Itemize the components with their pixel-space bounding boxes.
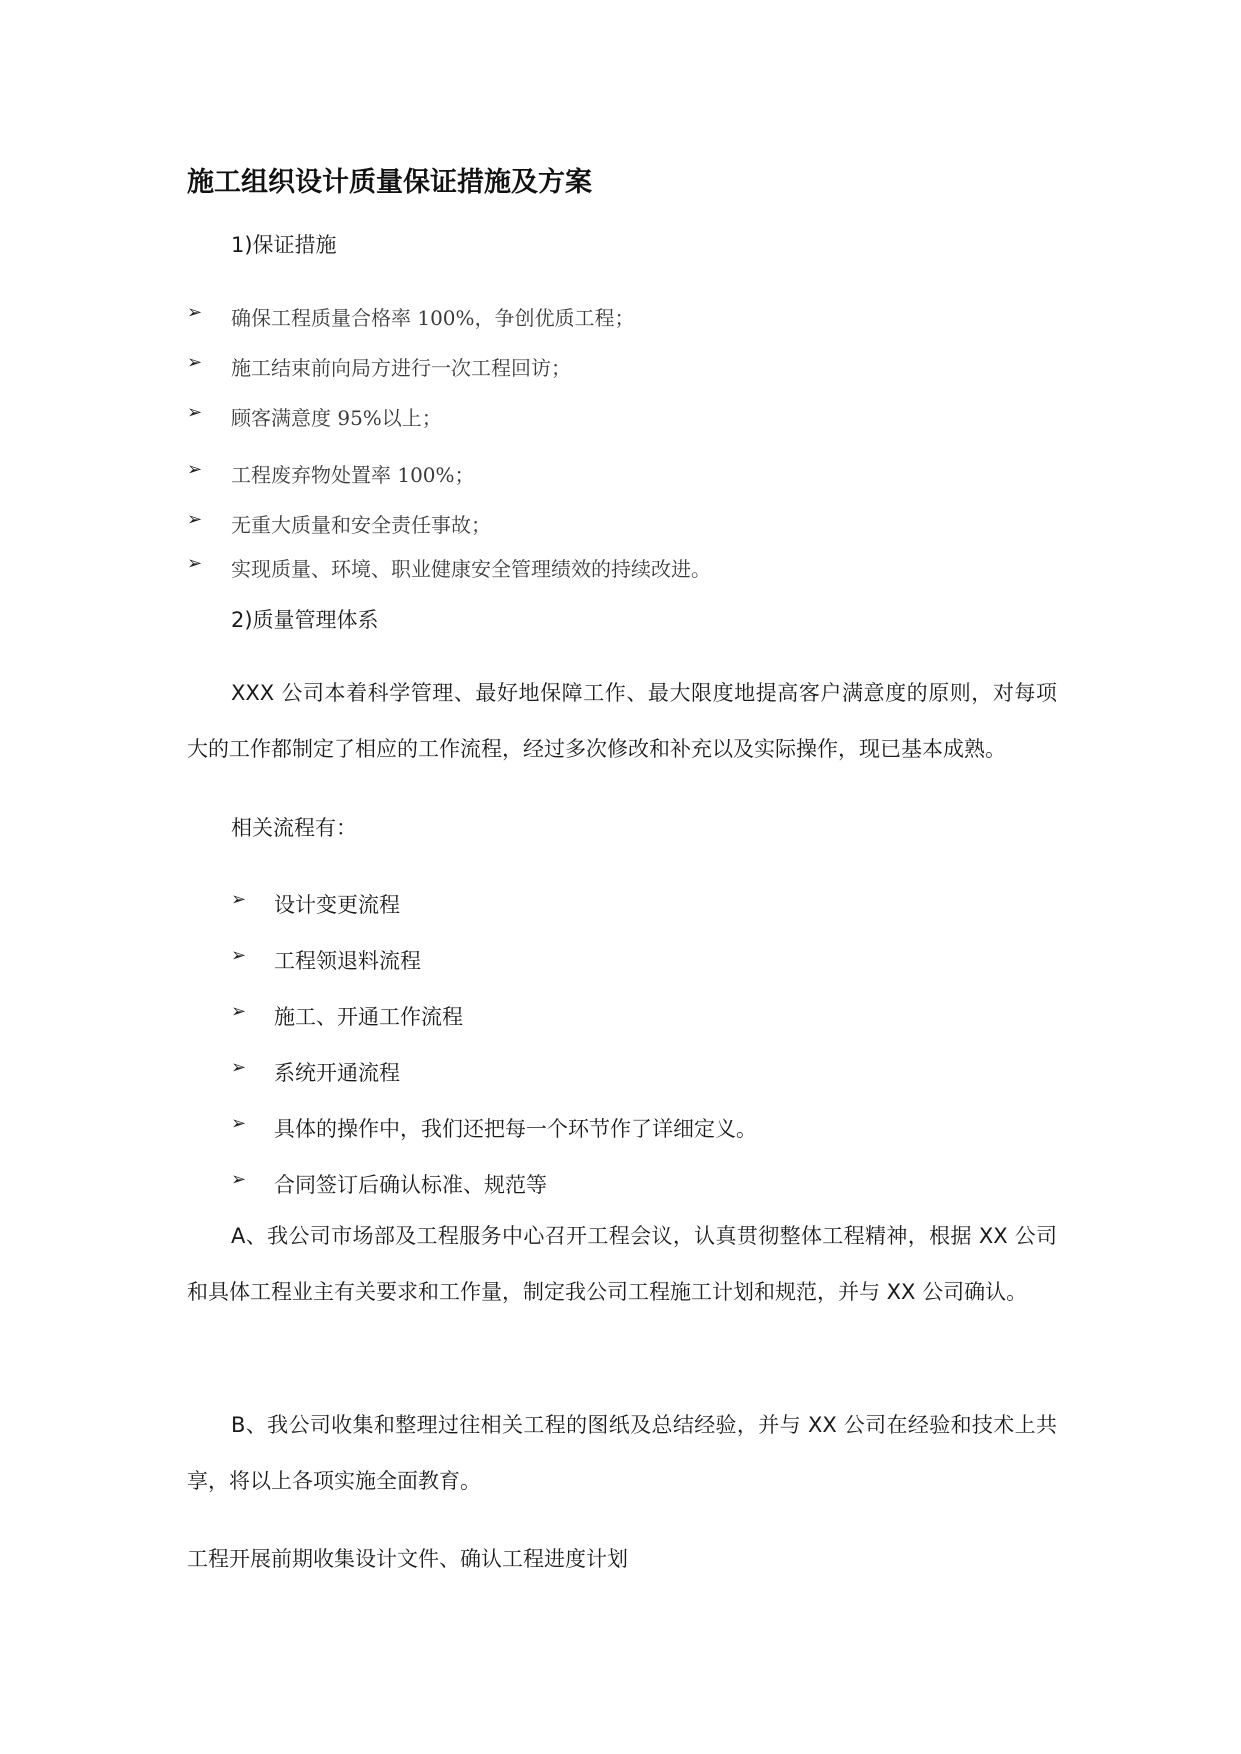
arrow-bullet-icon: ➢ xyxy=(187,402,203,423)
process-text: 系统开通流程 xyxy=(274,1061,400,1085)
closing-line: 工程开展前期收集设计文件、确认工程进度计划 xyxy=(187,1547,628,1571)
measure-text: 无重大质量和安全责任事故； xyxy=(231,513,491,537)
process-item xyxy=(231,889,1051,919)
arrow-bullet-icon: ➢ xyxy=(231,1169,247,1190)
process-text: 设计变更流程 xyxy=(274,893,400,917)
processes-label: 相关流程有： xyxy=(231,816,357,840)
process-item xyxy=(231,1001,1051,1031)
measure-text: 确保工程质量合格率 100%，争创优质工程； xyxy=(231,306,635,330)
arrow-bullet-icon: ➢ xyxy=(187,509,203,530)
arrow-bullet-icon: ➢ xyxy=(231,1057,247,1078)
process-text: 工程领退料流程 xyxy=(274,949,421,973)
measure-item xyxy=(187,509,1047,537)
section-heading-quality-system: 2)质量管理体系 xyxy=(231,608,379,632)
measure-item xyxy=(187,352,1047,380)
paragraph-b: B、我公司收集和整理过往相关工程的图纸及总结经验，并与 XX 公司在经验和技术上共享，将以上各项实施全面教育。 xyxy=(187,1413,1057,1493)
arrow-bullet-icon: ➢ xyxy=(231,945,247,966)
measure-text: 工程废弃物处置率 100%； xyxy=(231,463,475,487)
arrow-bullet-icon: ➢ xyxy=(231,1001,247,1022)
process-text: 合同签订后确认标准、规范等 xyxy=(274,1173,547,1197)
arrow-bullet-icon: ➢ xyxy=(231,889,247,910)
arrow-bullet-icon: ➢ xyxy=(187,553,203,574)
arrow-bullet-icon: ➢ xyxy=(187,302,203,323)
measure-item xyxy=(187,402,1047,430)
measure-text: 实现质量、环境、职业健康安全管理绩效的持续改进。 xyxy=(231,557,711,581)
process-item xyxy=(231,1113,1051,1143)
measure-text: 施工结束前向局方进行一次工程回访； xyxy=(231,356,571,380)
paragraph-a: A、我公司市场部及工程服务中心召开工程会议，认真贯彻整体工程精神，根据 XX 公司和具体工程业主有关要求和工作量，制定我公司工程施工计划和规范，并与 XX 公司确认。 xyxy=(187,1224,1057,1304)
arrow-bullet-icon: ➢ xyxy=(187,352,203,373)
document-title: 施工组织设计质量保证措施及方案 xyxy=(187,167,592,198)
process-item xyxy=(231,945,1051,975)
measure-item xyxy=(187,553,1047,581)
measure-item xyxy=(187,302,1047,330)
arrow-bullet-icon: ➢ xyxy=(231,1113,247,1134)
process-text: 具体的操作中，我们还把每一个环节作了详细定义。 xyxy=(274,1117,757,1141)
arrow-bullet-icon: ➢ xyxy=(187,459,203,480)
intro-paragraph: XXX 公司本着科学管理、最好地保障工作、最大限度地提高客户满意度的原则，对每项大的工作都制定了相应的工作流程，经过多次修改和补充以及实际操作，现已基本成熟。 xyxy=(187,681,1057,761)
measure-item xyxy=(187,459,1047,487)
measure-text: 顾客满意度 95%以上； xyxy=(231,406,442,430)
process-item xyxy=(231,1057,1051,1087)
section-heading-guarantee: 1)保证措施 xyxy=(231,233,337,257)
process-item xyxy=(231,1169,1051,1199)
process-text: 施工、开通工作流程 xyxy=(274,1005,463,1029)
